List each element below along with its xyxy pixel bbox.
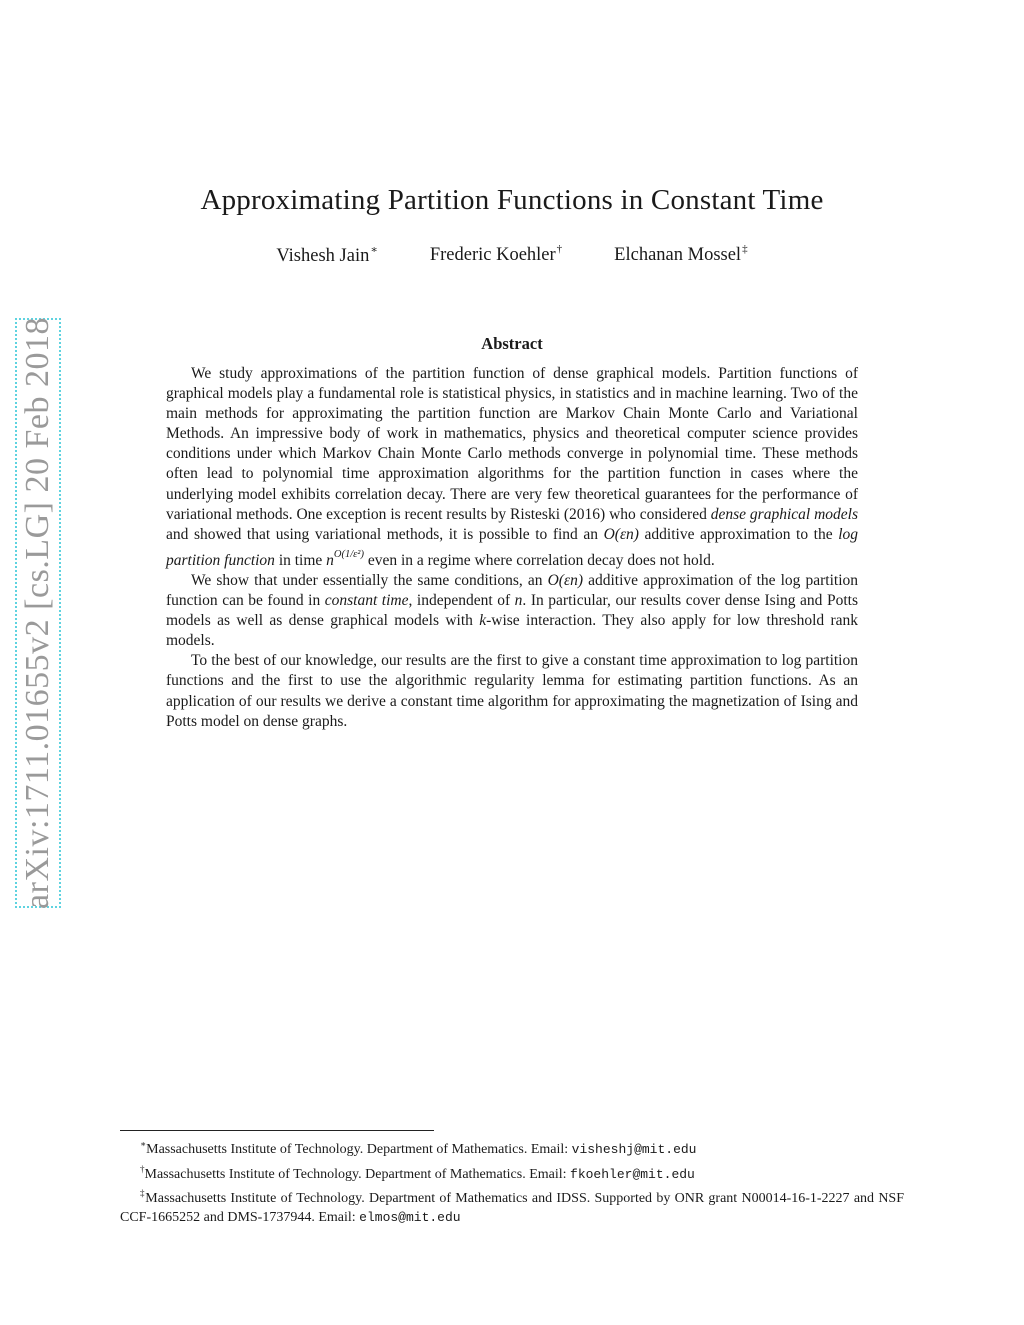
author: Frederic Koehler† [429, 243, 563, 265]
math-expression: $n^{O(1/\varepsilon^2)}$ [326, 548, 364, 569]
abstract-paragraph: We study approximations of the partition function of dense graphical models. Partition functions of graphical models play a fundamental role is statistical physics, in statistics and in machine learning. Two of the main methods for approximating the partition function are Markov Chain Monte Carlo and Variational Methods. An impressive body of work in mathematics, physics and theoretical computer science provides conditions under which Markov Chain Monte Carlo methods converge in polynomial time. These methods often lead to polynomial time approximation algorithms for the partition function in cases where the underlying model exhibits correlation decay. There are very few theoretical guarantees for the performance of variational methods. One exception is recent results by Risteski (2016) who considered dense graphical models and showed that using variational methods, it is possible to find an O(εn) additive approximation to the log partition function in time $n^{O(1/\varepsilon^2)}$ even in a regime where correlation decay does not hold. [166, 365, 858, 569]
footnote-rule [120, 1130, 434, 1131]
math-expression: n [514, 592, 523, 610]
abstract-paragraph: To the best of our knowledge, our results are the first to give a constant time approximation to log partition functions and the first to use the algorithmic regularity lemma for estimating partition functions. As an application of our results we derive a constant time algorithm for approximating the magnetization of Ising and Potts model on dense graphs. [166, 652, 858, 730]
abstract-paragraph: We show that under essentially the same conditions, an O(εn) additive approximation of the log partition function can be found in constant time, independent of n. In particular, our results cover dense Ising and Potts models as well as dense graphical models with k-wise interaction. They also apply for low threshold rank models. [166, 571, 858, 650]
emphasis: log partition function [166, 525, 858, 569]
footnote-mark: ∗ [140, 1139, 147, 1149]
author-list [0, 243, 1024, 267]
math-expression: k [479, 612, 487, 630]
author: Elchanan Mossel‡ [614, 243, 748, 265]
arxiv-stamp [15, 318, 61, 908]
paper-title: Approximating Partition Functions in Constant Time [200, 184, 824, 216]
footnotes [120, 1135, 904, 1227]
email-link[interactable]: visheshj@mit.edu [571, 1142, 697, 1157]
emphasis: dense graphical models [710, 505, 858, 523]
math-expression: O(εn) [547, 571, 583, 589]
email-link[interactable]: fkoehler@mit.edu [570, 1166, 695, 1182]
footnote-mark: ‡ [140, 1188, 146, 1198]
abstract-heading: Abstract [481, 334, 543, 353]
math-expression: O(εn) [603, 525, 639, 543]
footnote: ‡Massachusetts Institute of Technology. Department of Mathematics and IDSS. Supported by ONR grant N00014-16-1-2227 and NSF CCF-1665252 and DMS-1737944. Email: elmos@mit.edu [120, 1188, 905, 1225]
footnote: ∗Massachusetts Institute of Technology. Department of Mathematics. Email: visheshj@mit.edu [140, 1139, 697, 1157]
arxiv-stamp-text: arXiv:1711.01655v2 [cs.LG] 20 Feb 2018 [19, 317, 56, 909]
footnote: †Massachusetts Institute of Technology. Department of Mathematics. Email: fkoehler@mit.edu [140, 1163, 695, 1182]
footnote-mark: † [140, 1163, 145, 1174]
author-footnote-mark: † [556, 243, 563, 255]
author: Vishesh Jain∗ [276, 244, 378, 266]
email-link[interactable]: elmos@mit.edu [359, 1209, 461, 1225]
abstract-body [166, 364, 858, 732]
emphasis: constant time [324, 592, 409, 610]
author-footnote-mark: ∗ [370, 244, 378, 256]
author-footnote-mark: ‡ [742, 243, 748, 255]
